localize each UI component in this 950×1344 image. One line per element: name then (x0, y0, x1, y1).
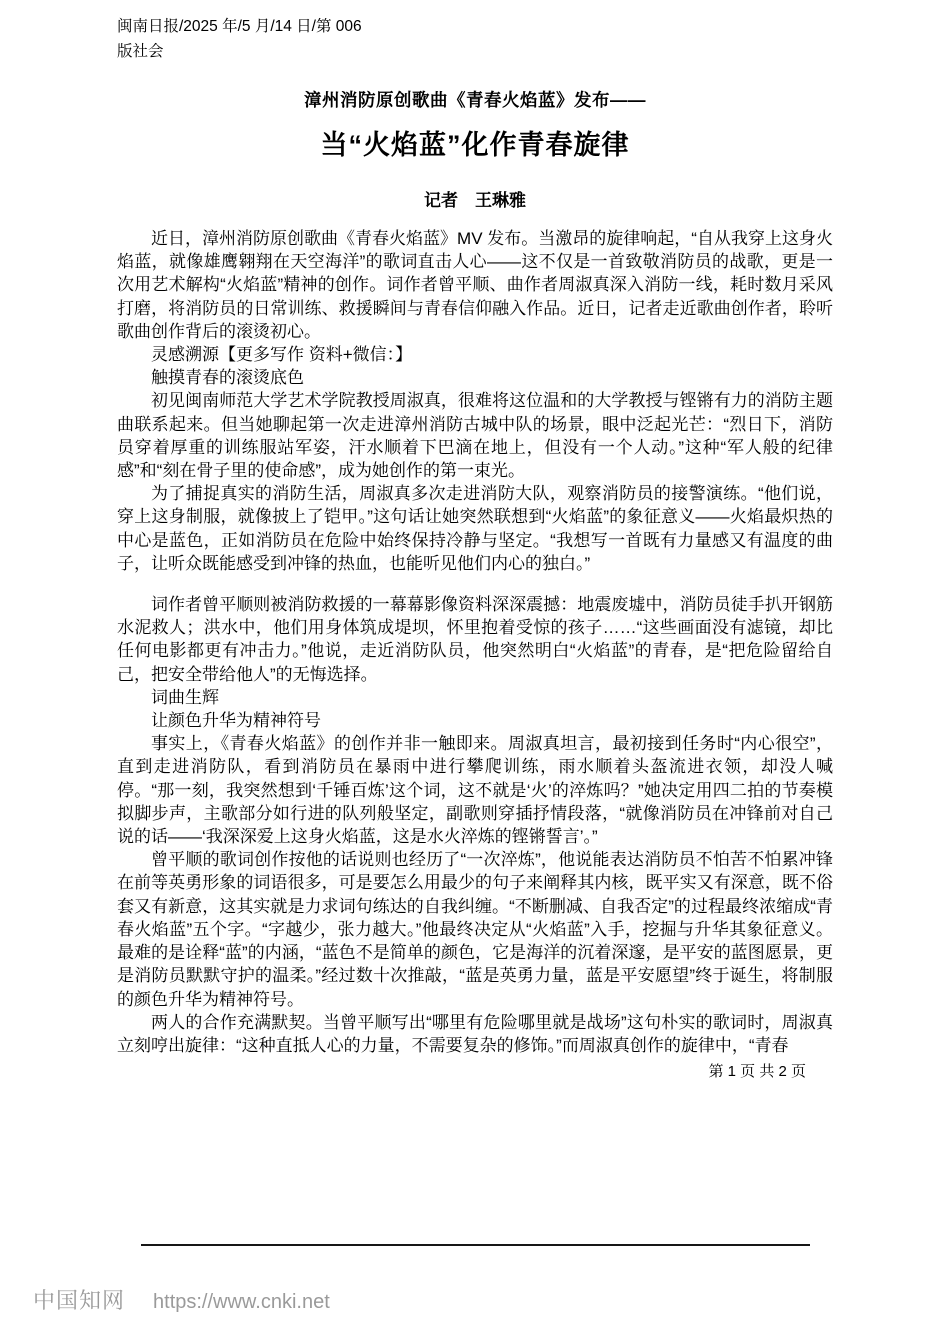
paragraph: 事实上，《青春火焰蓝》的创作并非一触即来。周淑真坦言，最初接到任务时“内心很空”，直到走进消防队，看到消防员在暴雨中进行攀爬训练，雨水顺着头盔流进衣领，却没人喊停。“那一刻，我突然想到‘千锤百炼’这个词，这不就是‘火’的淬炼吗？”她决定用四二拍的节奏模拟脚步声，主歌部分如行进的队列般坚定，副歌则穿插抒情段落，“就像消防员在冲锋前对自己说的话——‘我深深爱上这身火焰蓝，这是水火淬炼的铿锵誓言’。” (117, 734, 833, 847)
article-body (117, 227, 833, 1057)
paragraph: 初见闽南师范大学艺术学院教授周淑真，很难将这位温和的大学教授与铿锵有力的消防主题曲联系起来。但当她聊起第一次走进漳州消防古城中队的场景，眼中泛起光芒：“烈日下，消防员穿着厚重的训练服站军姿，汗水顺着下巴滴在地上，但没有一个人动。”这种“军人般的纪律感”和“刻在骨子里的使命感”，成为她创作的第一束光。 (117, 391, 833, 481)
article-kicker: 漳州消防原创歌曲《青春火焰蓝》发布—— (304, 90, 646, 110)
cnki-url: https://www.cnki.net (153, 1291, 330, 1313)
paragraph: 让颜色升华为精神符号 (151, 711, 321, 731)
paragraph: 词作者曾平顺则被消防救援的一幕幕影像资料深深震撼：地震废墟中，消防员徒手扒开钢筋水泥救人；洪水中，他们用身体筑成堤坝，怀里抱着受惊的孩子……“这些画面没有滤镜，却比任何电影都更有冲击力。”他说，走近消防队员，他突然明白“火焰蓝”的青春，是“把危险留给自己，把安全带给他人”的无悔选择。 (117, 595, 833, 684)
source-citation-line2: 版社会 (117, 43, 164, 60)
cnki-footer (33, 1284, 330, 1315)
paragraph: 近日，漳州消防原创歌曲《青春火焰蓝》MV 发布。当激昂的旋律响起，“自从我穿上这身火焰蓝，就像雄鹰翱翔在天空海洋”的歌词直击人心——这不仅是一首致敬消防员的战歌，更是一次用艺术解构“火焰蓝”精神的创作。词作者曾平顺、曲作者周淑真深入消防一线，耗时数月采风打磨，将消防员的日常训练、救援瞬间与青春信仰融入作品。近日，记者走近歌曲创作者，聆听歌曲创作背后的滚烫初心。 (117, 229, 833, 341)
paragraph: 触摸青春的滚烫底色 (151, 368, 304, 388)
paragraph: 灵感溯源【更多写作 资料+微信：】 (151, 345, 413, 365)
paragraph: 为了捕捉真实的消防生活，周淑真多次走进消防大队，观察消防员的接警演练。“他们说，穿上这身制服，就像披上了铠甲。”这句话让她突然联想到“火焰蓝”的象征意义——火焰最炽热的中心是蓝色，正如消防员在危险中始终保持冷静与坚定。“我想写一首既有力量感又有温度的曲子，让听众既能感受到冲锋的热血，也能听见他们内心的独白。” (117, 484, 833, 573)
page-title: 当“火焰蓝”化作青春旋律 (320, 130, 630, 160)
byline: 记者 王琳雅 (424, 191, 526, 210)
paragraph: 词曲生辉 (151, 687, 219, 707)
footer-divider (141, 1244, 810, 1246)
cnki-brand: 中国知网 (33, 1288, 126, 1313)
paragraph: 两人的合作充满默契。当曾平顺写出“哪里有危险哪里就是战场”这句朴实的歌词时，周淑真立刻哼出旋律：“这种直抵人心的力量，不需要复杂的修饰。”而周淑真创作的旋律中，“青春 (117, 1012, 833, 1055)
source-citation-line1: 闽南日报/2025 年/5 月/14 日/第 006 (117, 18, 362, 35)
paragraph: 曾平顺的歌词创作按他的话说则也经历了“一次淬炼”，他说能表达消防员不怕苦不怕累冲锋在前等英勇形象的词语很多，可是要怎么用最少的句子来阐释其内核，既平实又有深意，既不俗套又有新意，这其实就是力求词句练达的自我纠缠。“不断删减、自我否定”的过程最终浓缩成“青春火焰蓝”五个字。“字越少，张力越大。”他最终决定从“火焰蓝”入手，挖掘与升华其象征意义。最难的是诠释“蓝”的内涵，“蓝色不是简单的颜色，它是海洋的沉着深邃，是平安的蓝图愿景，更是消防员默默守护的温柔。”经过数十次推敲，“蓝是英勇力量，蓝是平安愿望”终于诞生，将制服的颜色升华为精神符号。 (117, 850, 833, 1009)
page-number: 第 1 页 共 2 页 (708, 1063, 806, 1080)
source-citation (117, 14, 362, 64)
